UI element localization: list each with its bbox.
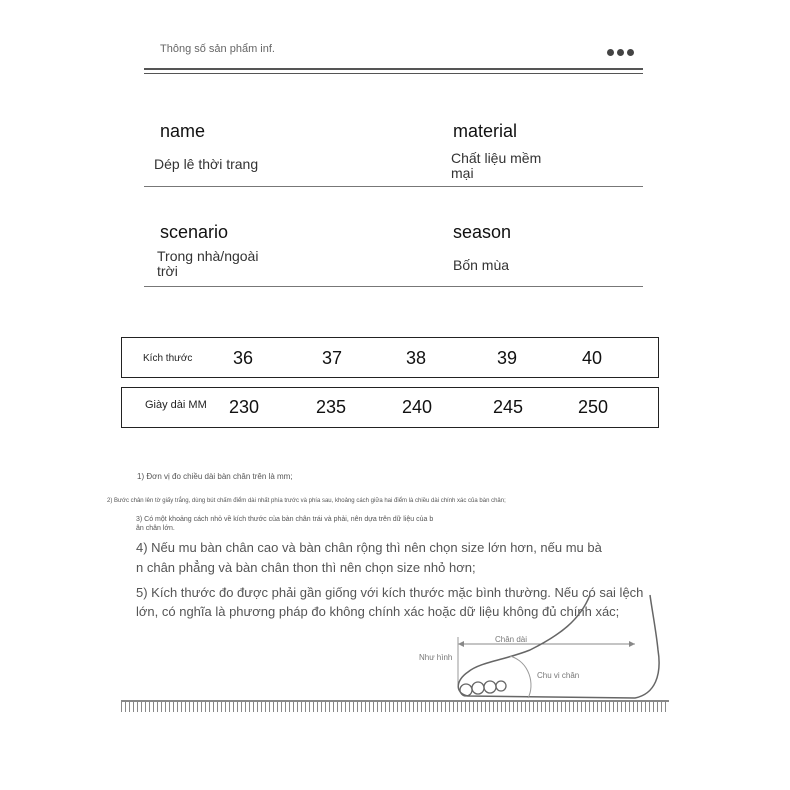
size-cell: 39 xyxy=(497,348,518,368)
length-cell: 240 xyxy=(402,397,433,417)
toe xyxy=(472,682,484,694)
value-line: Trong nhà/ngoài xyxy=(157,248,259,264)
size-cell: 38 xyxy=(406,348,427,368)
header-rule-top xyxy=(144,68,643,70)
spec-label-material: material xyxy=(453,121,518,141)
spec-value-season: Bốn mùa xyxy=(453,257,510,273)
value-line: trời xyxy=(157,263,178,279)
length-cell: 250 xyxy=(578,397,609,417)
header-rule-bottom xyxy=(144,73,643,74)
note-4: 4) Nếu mu bàn chân cao và bàn chân rộng thì nên chọn size lớn hơn, nếu mu bà xyxy=(136,540,602,555)
note-2: 2) Bước chân lên tờ giấy trắng, dùng bút chấm điểm dài nhất phía trước và phía sau, khoảng cách giữa hai điểm là chiều dài chính xác của bàn chân; xyxy=(107,498,506,504)
spec-divider-2 xyxy=(144,286,643,287)
note-5-cont: lớn, có nghĩa là phương pháp đo không chính xác hoặc dữ liệu không đủ chính xác; xyxy=(136,604,620,619)
spec-label-season: season xyxy=(453,222,512,242)
note-3-cont: ân chân lớn. xyxy=(136,525,175,532)
value-line: Chất liệu mềm xyxy=(451,150,542,166)
note-4-cont: n chân phẳng và bàn chân thon thì nên chọn size nhỏ hơn; xyxy=(136,560,476,575)
spec-value-name: Dép lê thời trang xyxy=(154,156,259,172)
toe xyxy=(496,681,506,691)
spec-value-scenario xyxy=(157,249,258,279)
length-cell: 230 xyxy=(229,397,260,417)
length-arrow-head-right xyxy=(629,641,635,647)
diagram-length-label: Chân dài xyxy=(495,635,528,644)
spec-label-name: name xyxy=(160,121,206,141)
dot xyxy=(607,49,614,56)
page-title: Thông số sản phẩm inf. xyxy=(160,43,275,55)
foot-diagram xyxy=(410,590,680,705)
size-cell: 40 xyxy=(582,348,603,368)
spec-value-material xyxy=(451,151,541,181)
size-cell: 37 xyxy=(322,348,343,368)
length-cell: 235 xyxy=(316,397,347,417)
dot xyxy=(627,49,634,56)
length-header-label: Giày dài MM xyxy=(145,399,207,411)
diagram-shape-label: Như hình xyxy=(419,653,453,662)
size-header-label: Kích thước xyxy=(143,353,193,364)
note-5: 5) Kích thước đo được phải gần giống với kích thước mặc bình thường. Nếu có sai lệch xyxy=(136,585,644,600)
toe xyxy=(460,684,472,696)
spec-divider-1 xyxy=(144,186,643,187)
more-dots-icon[interactable] xyxy=(607,49,634,56)
ruler xyxy=(121,700,669,712)
toe xyxy=(484,681,496,693)
size-cell: 36 xyxy=(233,348,254,368)
note-3: 3) Có một khoảng cách nhỏ về kích thước của bàn chân trái và phải, nên dựa trên dữ liệu của b xyxy=(136,516,434,523)
dot xyxy=(617,49,624,56)
length-cell: 245 xyxy=(493,397,524,417)
diagram-girth-label: Chu vi chân xyxy=(537,671,580,680)
girth-curve xyxy=(510,656,531,698)
spec-label-scenario: scenario xyxy=(160,222,229,242)
size-table-row-sizes xyxy=(121,337,659,378)
foot-outline xyxy=(458,595,659,698)
note-1: 1) Đơn vị đo chiều dài bàn chân trên là mm; xyxy=(137,472,293,481)
length-arrow-head-left xyxy=(458,641,464,647)
value-line: mại xyxy=(451,165,474,181)
